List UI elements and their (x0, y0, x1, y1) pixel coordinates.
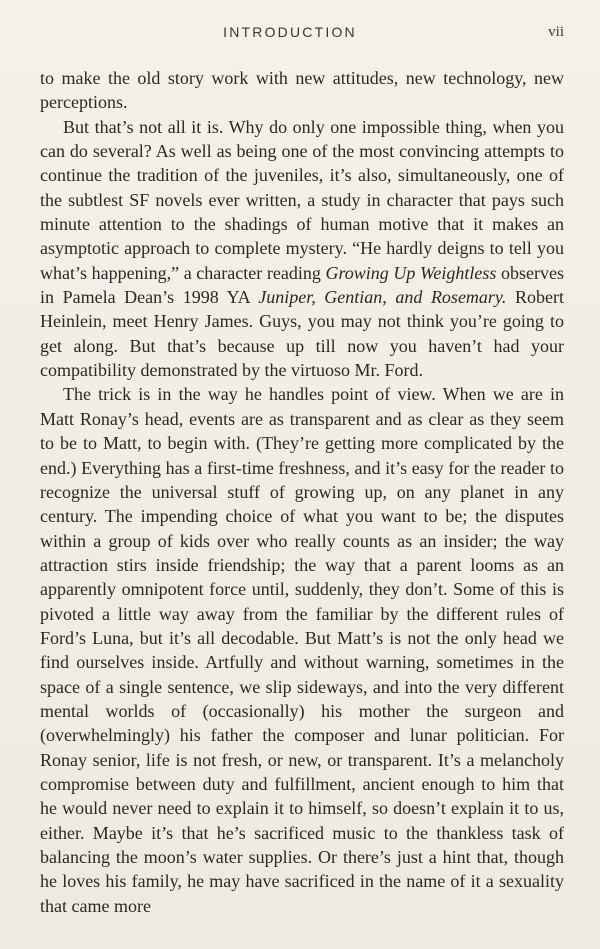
paragraph-2-text-2: observes in Pamela Dean’s 1998 YA (40, 262, 564, 308)
book-title-growing-up-weightless: Growing Up Weightless (325, 262, 497, 283)
paragraph-1: to make the old story work with new attitudes, new technology, new perceptions. (40, 68, 564, 113)
page-number: vii (548, 24, 564, 40)
paragraph-2-text-1: But that’s not all it is. Why do only one impossible thing, when you can do several? As well as being one of the most convincing attempts to continue the tradition of the juveniles, it’s also, simultaneously, one of the subtlest SF novels ever written, a study in character that pays such minute attention to the shadings of human motive that it makes an asymptotic approach to complete mystery. “He hardly deigns to tell you what’s happening,” a character reading (40, 116, 564, 283)
chapter-title: INTRODUCTION (223, 24, 357, 40)
running-head (0, 24, 600, 46)
body-text (40, 66, 564, 918)
paragraph-2 (40, 115, 564, 383)
paragraph-2-text-3: Robert Heinlein, meet Henry James. Guys, you may not think you’re going to get along. But that’s because up till now you haven’t had your compatibility demonstrated by the virtuoso Mr. Ford. (40, 287, 565, 381)
paragraph-3: The trick is in the way he handles point of view. When we are in Matt Ronay’s head, events are as transparent and as clear as they seem to be to Matt, to begin with. (They’re getting more complicated by the end.) Everything has a first-time freshness, and it’s easy for the reader to recognize the universal stuff of growing up, on any planet in any century. The impending choice of what you want to be; the disputes within a group of kids over who really counts as an insider; the way attraction stirs inside friendship; the way that a parent looms as an apparently omnipotent force until, suddenly, they don’t. Some of this is pivoted a little way away from the familiar by the different rules of Ford’s Luna, but it’s all decodable. But Matt’s is not the only head we find ourselves inside. Artfully and without warning, sometimes in the space of a single sentence, we slip sideways, and into the very different mental worlds of (occasionally) his mother the surgeon and (overwhelmingly) his father the composer and lunar politician. For Ronay senior, life is not fresh, or new, or transparent. It’s a melancholy compromise between duty and fulfillment, ancient enough to him that he would never need to explain it to himself, so doesn’t explain it to us, either. Maybe it’s that he’s sacrificed music to the thankless task of balancing the moon’s water supplies. Or there’s just a hint that, though he loves his family, he may have sacrificed in the name of it a sexuality that came more (40, 384, 564, 916)
book-title-juniper-gentian-rosemary: Juniper, Gentian, and Rosemary. (258, 287, 507, 308)
